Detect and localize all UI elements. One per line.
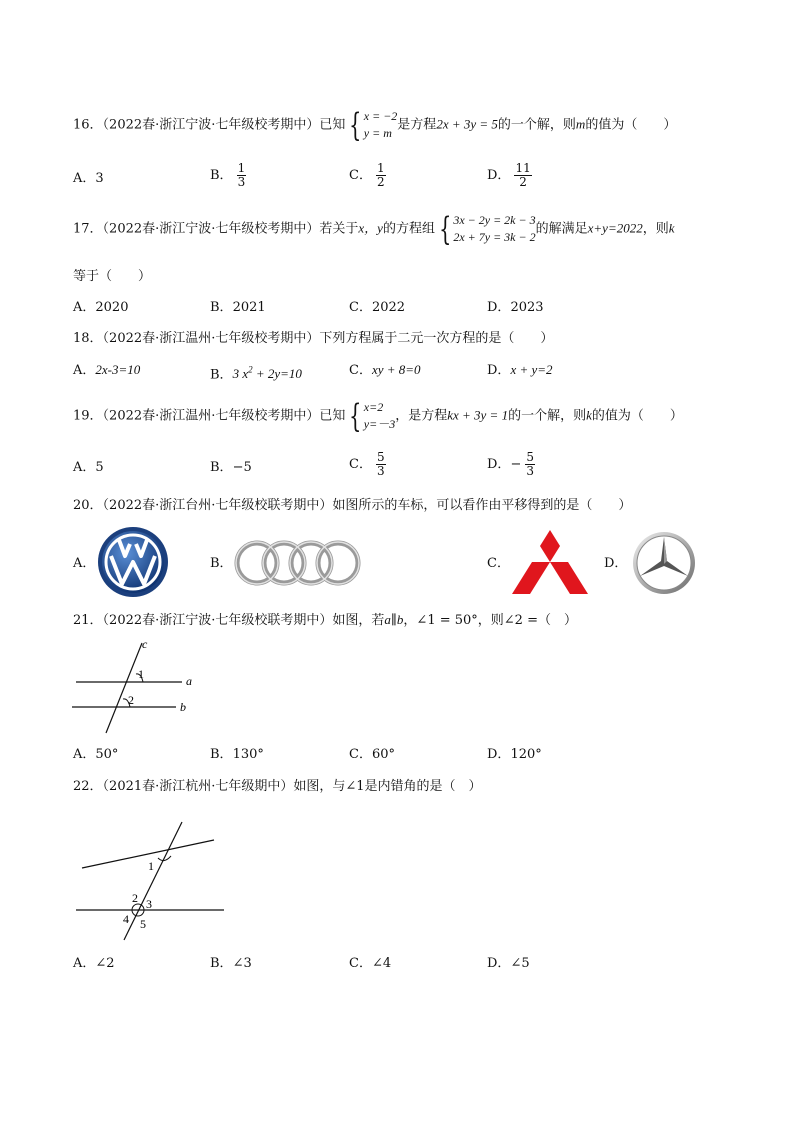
angle-label-1: 1 [148, 859, 154, 873]
option-c[interactable]: C． $\frac{5}{3}$ [349, 450, 385, 478]
option-d[interactable]: D．x + y=2 [487, 362, 553, 378]
option-d[interactable]: D．− $\frac{5}{3}$ [487, 450, 534, 478]
question-17-stem: 17．（2022春·浙江宁波·七年级校考期中）若关于x，y的方程组 { 3x − 2y = 2k − 3 2x + 7y = 3k − 2 的解满足x+y=2022，则k [73, 210, 675, 248]
option-d[interactable]: D．120° [487, 747, 542, 762]
option-b[interactable]: B．2021 [210, 300, 266, 315]
angle-label-1: 1 [138, 667, 144, 681]
angle-label-5: 5 [140, 917, 146, 931]
volkswagen-logo-icon [97, 526, 169, 598]
option-c[interactable]: C． $\frac{1}{2}$ [349, 161, 385, 189]
option-b[interactable]: B．3 $x^2 + 2y=10$ [210, 365, 302, 383]
question-18-stem: 18．（2022春·浙江温州·七年级校考期中）下列方程属于二元一次方程的是（ ） [73, 331, 554, 346]
option-b[interactable]: B． $\frac{1}{3}$ [210, 161, 246, 189]
option-a[interactable]: A．3 [73, 171, 104, 186]
mitsubishi-logo-icon [510, 528, 590, 598]
angle-label-4: 4 [123, 912, 129, 926]
option-d[interactable]: D． [604, 556, 628, 571]
option-a[interactable]: A．2020 [73, 300, 129, 315]
question-17-stem-line2: 等于（ ） [73, 269, 152, 284]
option-c[interactable]: C．60° [349, 747, 395, 762]
angle-label-2: 2 [132, 891, 138, 905]
option-c[interactable]: C．∠4 [349, 956, 392, 971]
question-19-stem: 19．（2022春·浙江温州·七年级校考期中）已知 { x=2 y=－3 ，是方程kx + 3y = 1的一个解，则k的值为（ ） [73, 397, 683, 435]
option-a[interactable]: A．∠2 [73, 956, 115, 971]
line-label-a: a [186, 674, 192, 688]
transversal-angles-figure [76, 820, 226, 944]
option-b[interactable]: B．∠3 [210, 956, 252, 971]
mercedes-star-logo-icon [631, 530, 697, 596]
option-b[interactable]: B． [210, 556, 233, 571]
option-b[interactable]: B．130° [210, 747, 264, 762]
option-d[interactable]: D． $\frac{11}{2}$ [487, 161, 531, 189]
option-c[interactable]: C．2022 [349, 300, 406, 315]
parallel-lines-figure [70, 635, 200, 737]
option-c[interactable]: C．xy + 8=0 [349, 362, 421, 378]
equation: 2x + 3y = 5 [436, 116, 498, 132]
line-label-b: b [180, 700, 186, 714]
option-a[interactable]: A．2x-3=10 [73, 362, 141, 378]
angle-label-3: 3 [146, 897, 152, 911]
equation-system: { x=2 y=－3 [349, 397, 396, 435]
option-d[interactable]: D．∠5 [487, 956, 530, 971]
option-d[interactable]: D．2023 [487, 300, 544, 315]
question-22-stem: 22．（2021春·浙江杭州·七年级期中）如图，与∠1是内错角的是（ ） [73, 779, 482, 794]
option-a[interactable]: A．5 [73, 460, 104, 475]
question-21-stem: 21．（2022春·浙江宁波·七年级校联考期中）如图，若a∥b，∠1 = 50°，则∠2 =（ ） [73, 612, 577, 628]
equation-system: { x = −2 y = m [349, 106, 398, 144]
audi-rings-logo-icon [233, 538, 363, 588]
line-label-c: c [142, 637, 148, 651]
option-a[interactable]: A．50° [73, 747, 119, 762]
option-b[interactable]: B．−5 [210, 460, 252, 475]
question-16-stem: 16．（2022春·浙江宁波·七年级校考期中）已知 { x = −2 y = m 是方程2x + 3y = 5的一个解，则m的值为（ ） [73, 106, 677, 144]
option-c[interactable]: C． [487, 556, 510, 571]
equation-system: { 3x − 2y = 2k − 3 2x + 7y = 3k − 2 [439, 210, 536, 248]
question-20-stem: 20．（2022春·浙江台州·七年级校联考期中）如图所示的车标，可以看作由平移得到的是（ ） [73, 498, 632, 513]
angle-label-2: 2 [128, 693, 134, 707]
option-a[interactable]: A． [73, 556, 96, 571]
